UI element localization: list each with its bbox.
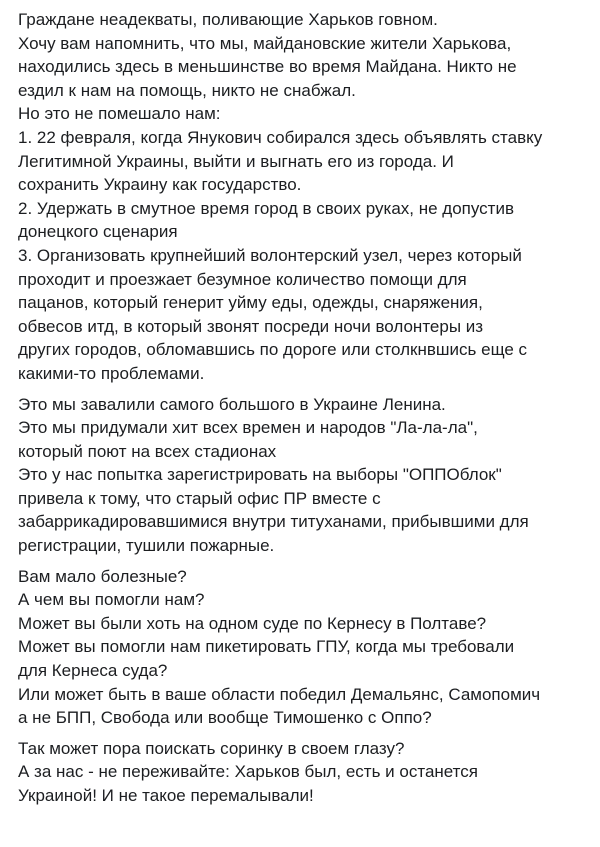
- text-line: Может вы помогли нам пикетировать ГПУ, когда мы требовали: [18, 637, 515, 657]
- text-line: Это у нас попытка зарегистрировать на выборы "ОППОблок": [18, 465, 502, 485]
- text-line: 3. Организовать крупнейший волонтерский узел, через который: [18, 245, 522, 265]
- text-line: Легитимной Украины, выйти и выгнать его из города. И: [18, 151, 454, 171]
- text-line: Или может быть в ваше области победил Демальянс, Самопомич: [18, 684, 541, 704]
- text-line: обвесов итд, в который звонят посреди ночи волонтеры из: [18, 316, 484, 336]
- text-line: Вам мало болезные?: [18, 566, 187, 586]
- text-line: А за нас - не переживайте: Харьков был, есть и останется: [18, 762, 478, 782]
- text-line: 2. Удержать в смутное время город в своих руках, не допустив: [18, 198, 514, 218]
- text-line: А чем вы помогли нам?: [18, 590, 205, 610]
- post-paragraph: [18, 737, 590, 808]
- text-line: какими-то проблемами.: [18, 363, 205, 383]
- text-line: а не БПП, Свобода или вообще Тимошенко с Оппо?: [18, 708, 432, 728]
- text-line: Хочу вам напомнить, что мы, майдановские жители Харькова,: [18, 33, 512, 53]
- text-line: Может вы были хоть на одном суде по Кернесу в Полтаве?: [18, 613, 487, 633]
- text-line: Это мы придумали хит всех времен и народов "Ла-ла-ла",: [18, 418, 478, 438]
- post-paragraph: [18, 393, 590, 558]
- post-text: [18, 8, 590, 815]
- text-line: регистрации, тушили пожарные.: [18, 536, 275, 556]
- text-line: ездил к нам на помощь, никто не снабжал.: [18, 80, 356, 100]
- text-line: проходит и проезжает безумное количество помощи для: [18, 269, 467, 289]
- text-line: для Кернеса суда?: [18, 661, 168, 681]
- text-line: привела к тому, что старый офис ПР вместе с: [18, 488, 381, 508]
- text-line: Но это не помешало нам:: [18, 104, 221, 124]
- text-line: находились здесь в меньшинстве во время Майдана. Никто не: [18, 57, 517, 77]
- text-line: Это мы завалили самого большого в Украине Ленина.: [18, 394, 446, 414]
- text-line: донецкого сценария: [18, 222, 178, 242]
- text-line: сохранить Украину как государство.: [18, 175, 302, 195]
- text-line: который поют на всех стадионах: [18, 441, 277, 461]
- text-line: Граждане неадекваты, поливающие Харьков говном.: [18, 10, 438, 29]
- text-line: Украиной! И не такое перемалывали!: [18, 786, 314, 805]
- post-paragraph: [18, 8, 590, 386]
- text-line: 1. 22 февраля, когда Янукович собирался здесь объявлять ставку: [18, 127, 543, 147]
- text-line: Так может пора поискать соринку в своем глазу?: [18, 738, 405, 758]
- text-line: пацанов, который генерит уйму еды, одежды, снаряжения,: [18, 293, 483, 313]
- text-line: забаррикадировавшимися внутри титуханами, прибывшими для: [18, 512, 529, 532]
- text-line: других городов, обломавшись по дороге или столкнвшись еще с: [18, 340, 528, 360]
- post-paragraph: [18, 565, 590, 730]
